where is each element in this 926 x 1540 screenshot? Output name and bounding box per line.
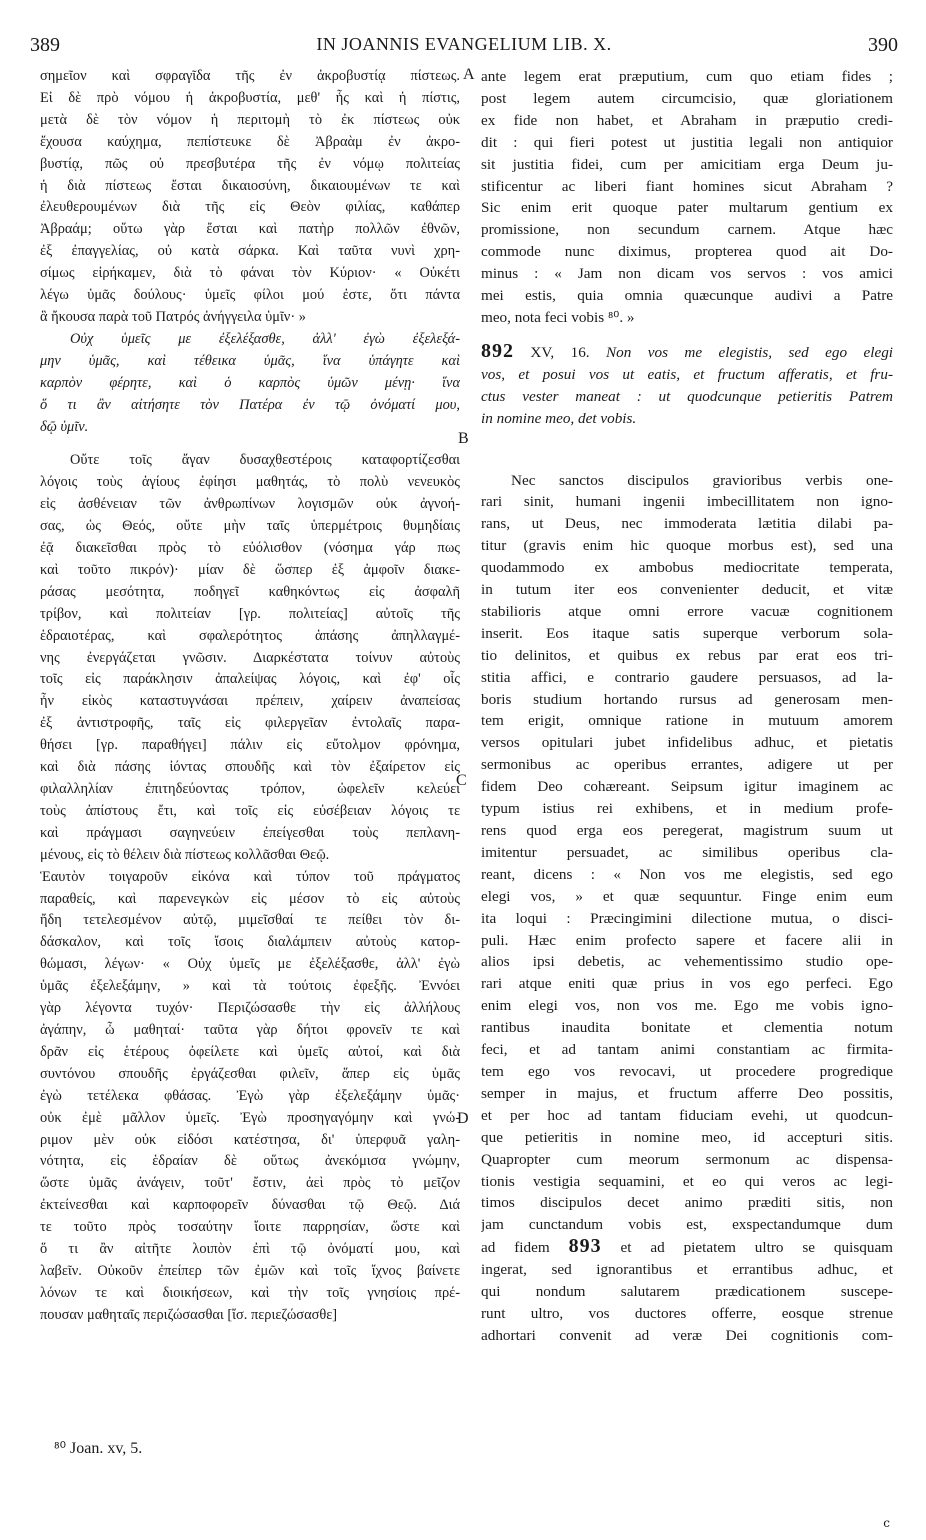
margin-marker-b: B bbox=[458, 430, 469, 447]
latin-line: timos discipulos decet animo præditi sitis, non bbox=[481, 1194, 893, 1212]
greek-line: δάσκαλον, καὶ τοῖς ἴσοις διαλάμπειν αὐτοὺς κατορ- bbox=[40, 934, 460, 951]
greek-line: ἐξ ἀντιστροφῆς, ταῖς εἰς φιλεργεῖαν ἐντολαῖς παρα- bbox=[40, 715, 460, 732]
greek-line: ἃ ἤκουσα παρὰ τοῦ Πατρός ἀνήγγειλα ὑμῖν· » bbox=[40, 308, 306, 325]
running-title: IN JOANNIS EVANGELIUM LIB. X. bbox=[316, 34, 612, 54]
greek-line: πουσαν μαθηταῖς περιζώσασθαι [ἴσ. περιεζώσασθε] bbox=[40, 1306, 338, 1323]
greek-line: ἤδη τετελεσμένον αὐτῷ, μιμεῖσθαί τε πείθει τὸν δι- bbox=[40, 912, 460, 929]
greek-line: μετὰ δὲ τὸν νόμον ἡ περιτομὴ τὸ ἐκ πίστεως οὐκ bbox=[40, 111, 460, 128]
margin-marker-c: C bbox=[456, 772, 467, 789]
greek-line: θώμασι, λέγων· « Οὐχ ὑμεῖς με ἐξελέξασθε, ἀλλ' ἐγὼ bbox=[40, 956, 460, 973]
greek-line: ἐλευθερουμένων διὰ τῆς εἰς Θεὸν φιλίας, καθάπερ bbox=[40, 199, 460, 216]
greek-line: ὅ τι ἂν αἰτῆτε λοιπὸν ἐπὶ τῷ ὀνόματί μου, καὶ bbox=[40, 1241, 460, 1258]
latin-line: puli. Hæc enim profecto sapere et facere alii in bbox=[481, 931, 893, 949]
greek-line: ἐᾷ διακεῖσθαι πρὸς τὸ εὐόλισθον (νόσημα γάρ πως bbox=[40, 540, 460, 557]
latin-line: elegi vos, » et quæ sequuntur. Finge enim eum bbox=[481, 887, 893, 905]
running-header bbox=[30, 34, 898, 60]
latin-line: tem ego vos revocavi, ut procedere progredique bbox=[481, 1062, 893, 1080]
latin-line: rens quod erga eos peregerat, magistrum suum ut bbox=[481, 822, 893, 839]
greek-line: ἐκτείνεσθαι καὶ καρποφορεῖν δύνασθαι τῷ Θεῷ. Διά bbox=[40, 1197, 460, 1214]
latin-line-start: ad fidem bbox=[481, 1239, 569, 1257]
greek-line: τε τοῦτο πρὸς τοσαύτην ἴοιτε παρρησίαν, ὥστε καὶ bbox=[40, 1219, 460, 1236]
greek-line: παραθείς, καὶ παρενεγκὼν εἰς μέσον τὸ εἰς αὐτοὺς bbox=[40, 890, 460, 907]
greek-line: σας, ὡς Θεός, οὔτε μὴν ταῖς ὑπερμέτροις θυμηδίαις bbox=[40, 518, 460, 535]
greek-line: ὑμᾶς ἐξελεξάμην, » καὶ τὰ τούτοις ἐφεξῆς. Ἐννόει bbox=[40, 978, 460, 995]
latin-line: Sic enim erit quoque pater multarum gentium ex bbox=[481, 199, 893, 217]
greek-line: λόνων τε καὶ διοικήσεων, καὶ τὴν τοῖς γνησίοις πρέ- bbox=[40, 1284, 460, 1301]
latin-line: jam cunctandum vobis est, exspectandumque dum bbox=[481, 1216, 893, 1234]
greek-line: φιλαλληλίαν ἐπιτηδεύοντας τρόπον, ὠφελεῖν κελεύει bbox=[40, 781, 460, 797]
latin-line: minus : « Jam non dicam vos servos : vos amici bbox=[481, 265, 893, 283]
greek-line: σίμως εἰρήκαμεν, διὰ τὸ φάναι τὸν Κύριον· « Οὐκέτι bbox=[40, 265, 460, 282]
section-number: 893 bbox=[568, 1236, 602, 1258]
greek-line: λόγοις τοὺς ἁγίους ἐφίησι μαθητάς, τὸ πολὺ νενευκὸς bbox=[40, 474, 460, 491]
greek-line: νης ἐνεργάζεται γνῶσιν. Διαρκέστατα τοίνυν αὐτοὺς bbox=[40, 649, 460, 666]
latin-line: Quapropter cum meorum sermonum ac dispensa- bbox=[481, 1150, 893, 1168]
latin-line: semper in majus, et fructum afferre Deo possitis, bbox=[481, 1084, 893, 1102]
latin-line: tionis vestigia sequamini, et eo qui veros ac legi- bbox=[481, 1172, 893, 1190]
latin-line: typum istius rei exhibens, et in medium profe- bbox=[481, 800, 893, 818]
latin-line bbox=[481, 1236, 893, 1259]
latin-top-block bbox=[481, 66, 893, 329]
latin-line: Nec sanctos discipulos gravioribus verbis one- bbox=[511, 471, 893, 489]
latin-line: alios ipsi debetis, ac vehementissimo studio ope- bbox=[481, 953, 893, 971]
greek-line: γὰρ λέγοντα τυχόν· Περιζώσασθε τὴν εἰς ἀλλήλους bbox=[40, 1000, 460, 1017]
latin-line: stitia affici, e contrario gaudere persuasos, ad la- bbox=[481, 668, 893, 686]
greek-line: καρπὸν φέρητε, καὶ ὁ καρπὸς ὑμῶν μένῃ· ἵνα bbox=[40, 374, 460, 391]
verse-line: Non vos me elegistis, sed ego elegi bbox=[606, 343, 893, 361]
latin-line: ante legem erat præputium, cum quo etiam fides ; bbox=[481, 68, 893, 85]
latin-line: sermonibus ac operibus errantes, adigere ut per bbox=[481, 756, 893, 774]
greek-line: τοῖς εἰς παράκλησιν ἀπαλείψας λόγοις, καὶ ἐφ' οἷς bbox=[40, 671, 460, 688]
greek-line: καὶ διὰ πάσης ἰόντας σπουδῆς καὶ τὸν ἐξαίρετον εἰς bbox=[40, 759, 460, 776]
greek-line: δρᾶν εἰς ἑτέρους ὀφείλετε καὶ ὑμεῖς αὐτοί, καὶ διὰ bbox=[40, 1043, 460, 1060]
latin-line: que petieritis in nomine meo, id accepturi sitis. bbox=[481, 1128, 893, 1146]
verse-line: ctus vester maneat : ut quodcunque petieritis Patrem bbox=[481, 387, 893, 405]
greek-line: ἑδραιοτέρας, καὶ σφαλερότητος ἁπάσης ἀπηλλαγμέ- bbox=[40, 627, 460, 644]
latin-line: boris studium hortando rursus ad generosam men- bbox=[481, 690, 893, 708]
latin-line: runt ultro, vos ductores offerre, eosque strenue bbox=[481, 1304, 893, 1322]
greek-line: βυστίᾳ, πῶς οὐ πρεσβυτέρα τῆς ἐν νόμῳ πολιτείας bbox=[40, 155, 460, 172]
greek-line: καὶ πράγμασι σαγηνεύειν ἐπείγεσθαι τοὺς πεπλανη- bbox=[40, 824, 460, 841]
greek-line: ἐξ ἐπαγγελίας, οὐ κατὰ σάρκα. Καὶ ταῦτα νυνὶ χρη- bbox=[40, 243, 460, 260]
corner-mark: c bbox=[883, 1516, 890, 1530]
latin-line: mei estis, quia omnia quæcunque audivi a Patre bbox=[481, 287, 893, 305]
latin-line: rantibus inaudita bonitate et clementia notum bbox=[481, 1019, 893, 1037]
latin-line: stificentur ac liberi fiant homines sicut Abraham ? bbox=[481, 177, 893, 195]
latin-line: sit justitia fidei, cum per amicitiam erga Deum ju- bbox=[481, 155, 893, 173]
latin-line: stabilioris atque omni errore vacuæ cognitionem bbox=[481, 602, 893, 620]
latin-line: tio delinitos, et quibus ex rebus par erat eos tri- bbox=[481, 646, 893, 664]
latin-line: rari atque eniti quæ prius in vos ego perfeci. Ego bbox=[481, 975, 893, 993]
latin-line: inserit. Eos itaque satis superque verborum sola- bbox=[481, 624, 893, 642]
latin-line: fidem Deo cohæreant. Seipsum igitur imaginem ac bbox=[481, 778, 893, 796]
verse-heading bbox=[481, 341, 893, 364]
latin-line-end: et ad pietatem ultro se quisquam bbox=[601, 1239, 893, 1257]
verse-block bbox=[481, 364, 893, 430]
latin-line: titur (gravis enim hic quoque morbus est), sed una bbox=[481, 537, 893, 555]
latin-line: adhortari convenit ad veræ Dei cognitionis com- bbox=[481, 1326, 893, 1344]
greek-line: θήσει [γρ. παραθήγει] πάλιν εἰς εὔτολμον φρόνημα, bbox=[40, 737, 460, 754]
page-number-left: 389 bbox=[30, 34, 60, 56]
latin-line: rari sinit, humani ingenii imbecillitatem non igno- bbox=[481, 493, 893, 511]
greek-line: Οὔτε τοῖς ἄγαν δυσαχθεστέροις καταφορτίζεσθαι bbox=[70, 452, 460, 469]
greek-line: λαβεῖν. Οὐκοῦν ἐπείπερ τῶν ἐμῶν καὶ τοῖς ἴχνος βαίνετε bbox=[40, 1262, 460, 1279]
latin-line: tem erigit, omnique ratione in mutuum amorem bbox=[481, 712, 893, 730]
latin-line: imitentur persuadet, ac similibus operibus cla- bbox=[481, 843, 893, 861]
greek-line: Εἰ δὲ πρὸ νόμου ἡ ἀκροβυστία, μεθ' ἧς καὶ ἡ πίστις, bbox=[40, 89, 460, 106]
greek-column bbox=[40, 66, 460, 1327]
latin-line: enim elegi vos, non vos me. Ego me vobis igno- bbox=[481, 997, 893, 1015]
latin-line: ingerat, sed ignorantibus et errantibus adhuc, et bbox=[481, 1261, 893, 1279]
margin-marker-d: D bbox=[457, 1110, 469, 1127]
greek-line: λέγω ὑμᾶς δούλους· ὑμεῖς φίλοι μού ἐστε, ὅτι πάντα bbox=[40, 287, 460, 304]
latin-line: post legem autem circumcisio, quæ gloriationem bbox=[481, 89, 893, 107]
latin-line: qui nondum salutarem prædicationem suscepe- bbox=[481, 1283, 893, 1301]
latin-line: rans, ut Deus, nec immoderata lætitia dilabi pa- bbox=[481, 515, 893, 533]
greek-line: ἔχουσα καύχημα, πεπίστευκε δὲ Ἀβραὰμ ἐν ἀκρο- bbox=[40, 133, 460, 150]
greek-line: μην ὑμᾶς, καὶ τέθεικα ὑμᾶς, ἵνα ὑπάγητε καὶ bbox=[40, 352, 460, 369]
greek-line: ὥστε ὑμᾶς ἀνάγειν, τοῦτ' ἔστιν, ἀεὶ πρὸς τὸ μεῖζον bbox=[40, 1175, 460, 1192]
verse-line: in nomine meo, det vobis. bbox=[481, 409, 637, 427]
latin-line: quodammodo ex ambobus mediocritate temperata, bbox=[481, 559, 893, 577]
verse-line: vos, et posui vos ut eatis, et fructum afferatis, et fru- bbox=[481, 365, 893, 383]
latin-line: meo, nota feci vobis ⁸⁰. » bbox=[481, 308, 635, 326]
greek-line: ριμον μὲν οὐκ εἰδόσι κατέστησα, δι' ὑπερφυᾶ γαλη- bbox=[40, 1131, 460, 1148]
greek-line: ράσας μεσότητα, ποδηγεῖ καθηκόντως εἰς ἀσφαλῆ bbox=[40, 583, 460, 600]
verse-reference: XV, 16. bbox=[530, 343, 590, 361]
greek-line: ἡ διὰ πίστεως ἔσται δικαιοσύνη, δικαιουμένων τε καὶ bbox=[40, 177, 460, 194]
greek-line: μένους, εἰς τὸ θέλειν διὰ πίστεως κολλᾶσθαι Θεῷ. bbox=[40, 846, 330, 863]
footnote: ⁸⁰ Joan. xv, 5. bbox=[54, 1440, 143, 1457]
latin-column bbox=[481, 66, 893, 1347]
greek-line: ἦν εἰκὸς καταστυγνάσαι πρέπειν, χαίρειν ἀναπείσας bbox=[40, 693, 460, 710]
section-number: 892 bbox=[481, 340, 514, 362]
greek-line: ἐγὼ τετέλεκα φθάσας. Ἐγὼ γὰρ ἐξελεξάμην ὑμᾶς· bbox=[40, 1087, 460, 1104]
latin-line: et per hoc ad tantam fiduciam evehi, ut quodcun- bbox=[481, 1106, 893, 1124]
greek-line: τοὺς ἀπίστους ἔτι, καὶ τοῖς εἰς εὐσέβειαν λόγοις τε bbox=[40, 802, 460, 819]
margin-marker-a: A bbox=[463, 66, 475, 83]
latin-line: ita loqui : Præcingimini dilectione mutua, o disci- bbox=[481, 909, 893, 927]
latin-line: commode nunc diximus, propterea quod ait Do- bbox=[481, 243, 893, 261]
greek-line: Ἑαυτὸν τοιγαροῦν εἰκόνα καὶ τύπον τοῦ πράγματος bbox=[40, 868, 460, 885]
greek-line: νότητα, εἰς ἑδραίαν δὲ οὕτως ἀνεκόμισα γνώμην, bbox=[40, 1153, 460, 1170]
greek-line: Οὐχ ὑμεῖς με ἐξελέξασθε, ἀλλ' ἐγὼ ἐξελεξά- bbox=[70, 330, 460, 347]
latin-line: reant, dicens : « Non vos me elegistis, sed ego bbox=[481, 865, 893, 883]
greek-line: ἀγάπην, ὦ μαθηταί· ταῦτα γὰρ δήτοι φρονεῖν τε καὶ bbox=[40, 1021, 460, 1038]
greek-line: ὅ τι ἂν αἰτήσητε τὸν Πατέρα ἐν τῷ ὀνόματί μου, bbox=[40, 396, 460, 413]
latin-line: dit : qui fieri potest ut justitia legali non antiquior bbox=[481, 133, 893, 151]
page-number-right: 390 bbox=[868, 34, 898, 56]
latin-line: in tutum iter eos convenienter deducit, et vitæ bbox=[481, 581, 893, 599]
latin-line: versos opitulari jubet infidelibus adhuc, et pietatis bbox=[481, 734, 893, 752]
latin-line: feci, et ad tantam animi constantiam ac firmita- bbox=[481, 1041, 893, 1059]
greek-line: δῷ ὑμῖν. bbox=[40, 418, 89, 435]
latin-line: ex fide non habet, et Abraham in præputio credi- bbox=[481, 111, 893, 129]
greek-line: Ἀβραάμ; οὕτω γὰρ ἔσται καὶ πατὴρ πολλῶν ἐθνῶν, bbox=[40, 221, 460, 238]
greek-line: τρίβον, καὶ πολιτείαν [γρ. πολιτείας] αὐτοῖς τῆς bbox=[40, 605, 460, 622]
greek-line: καὶ τοῦτο πικρόν)· μίαν δὲ ὥσπερ ἐξ ἀμφοῖν διακε- bbox=[40, 561, 460, 578]
greek-line: εἰς ἀσθένειαν τῶν ἀνθρωπίνων λογισμῶν οὐκ ἀγνοή- bbox=[40, 496, 460, 513]
latin-main-block bbox=[481, 470, 893, 1347]
latin-line: promissione, non secundum carnem. Atque hæc bbox=[481, 221, 893, 239]
greek-line: σημεῖον καὶ σφραγῖδα τῆς ἐν ἀκροβυστίᾳ πίστεως. bbox=[40, 68, 460, 84]
greek-line: συντόνου σπουδῆς ἐργάζεσθαι φιλεῖν, ἅπερ εἰς ὑμᾶς bbox=[40, 1065, 460, 1082]
greek-line: οὐκ ἐμὲ μᾶλλον ὑμεῖς. Ἐγὼ προσηγαγόμην καὶ γνώ- bbox=[40, 1109, 460, 1126]
